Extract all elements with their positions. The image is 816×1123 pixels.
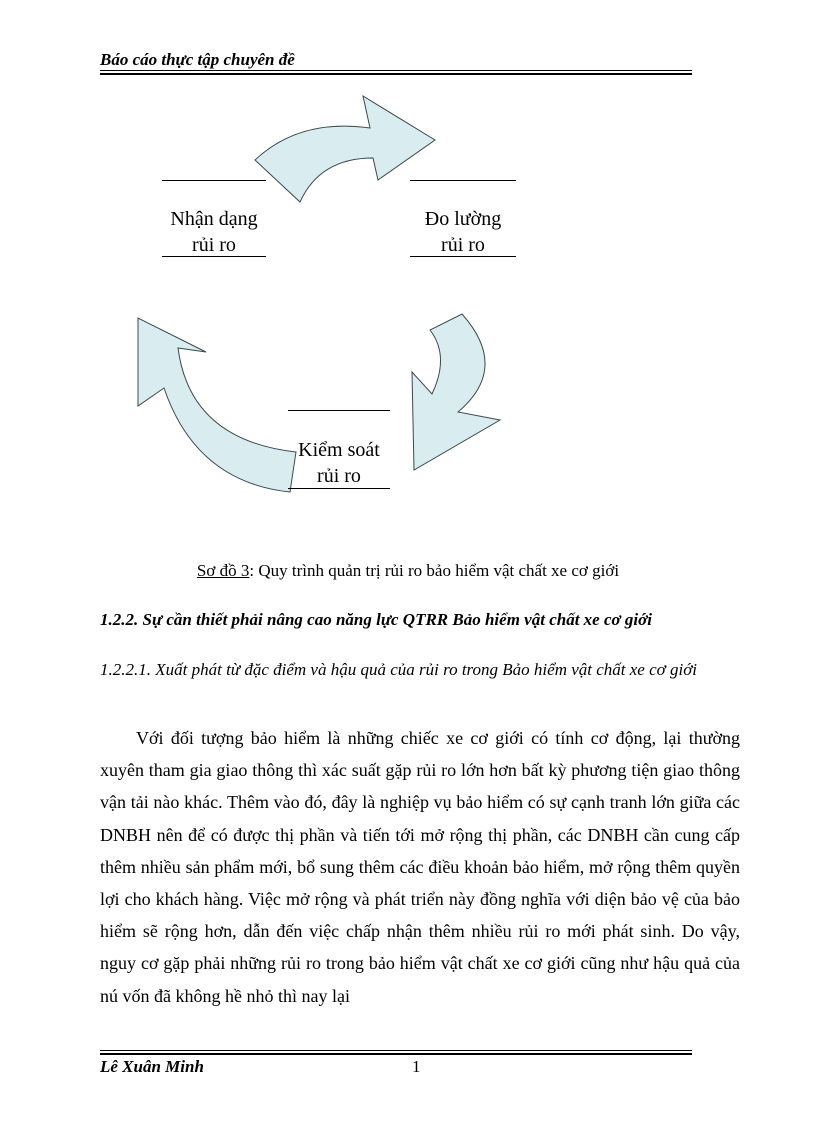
footer-author: Lê Xuân Minh — [100, 1057, 204, 1076]
node-control-top-line — [288, 410, 390, 411]
node-identify-top-line — [162, 180, 266, 181]
node-identify-line1: Nhận dạng — [170, 208, 258, 230]
arrow-identify-to-measure — [255, 96, 435, 202]
subsection-heading: 1.2.2.1. Xuất phát từ đặc điểm và hậu quả của rủi ro trong Bảo hiểm vật chất xe cơ giới — [100, 660, 697, 679]
caption-label: Sơ đồ 3 — [196, 561, 250, 580]
body-paragraph: Với đối tượng bảo hiểm là những chiếc xe cơ giới có tính cơ động, lại thường xuyên tham gia giao thông thì xác suất gặp rủi ro lớn hơn bất kỳ phương tiện giao thông vận tải nào khác. Thêm vào đó, đây là nghiệp vụ bảo hiểm có sự cạnh tranh lớn giữa các DNBH nên để có được thị phần và tiến tới mở rộng thị phần, các DNBH cần cung cấp thêm nhiều sản phẩm mới, bổ sung thêm các điều khoản bảo hiểm, mở rộng thêm quyền lợi cho khách hàng. Việc mở rộng và phát triển này đồng nghĩa với diện bảo vệ của bảo hiểm sẽ rộng hơn, dẫn đến việc chấp nhận thêm nhiều rủi ro mới phát sinh. Do vậy, nguy cơ gặp phải những rủi ro trong bảo hiểm vật chất xe cơ giới cũng như hậu quả của nú vốn đã không hề nhỏ thì nay lại — [100, 728, 740, 1006]
arrow-control-to-identify — [138, 318, 296, 492]
caption-text: : Quy trình quản trị rủi ro bảo hiểm vật chất xe cơ giới — [249, 561, 620, 580]
arrow-measure-to-control — [412, 314, 500, 470]
footer-rule-thick — [100, 1053, 692, 1055]
node-control-bottom-line — [288, 488, 390, 489]
diagram-caption — [0, 561, 816, 581]
node-identify-bottom-line — [162, 256, 266, 257]
node-identify-line2: rủi ro — [192, 234, 236, 256]
node-measure-line2: rủi ro — [441, 234, 485, 256]
section-heading: 1.2.2. Sự cần thiết phải nâng cao năng lực QTRR Bảo hiểm vật chất xe cơ giới — [100, 610, 652, 629]
header-title: Báo cáo thực tập chuyên đề — [100, 50, 295, 69]
node-measure — [398, 206, 528, 258]
cycle-arrows — [0, 0, 816, 540]
page-number: 1 — [412, 1057, 421, 1076]
footer-rule-thin — [100, 1050, 692, 1051]
node-measure-line1: Đo lường — [424, 208, 502, 230]
risk-management-cycle-diagram — [0, 0, 816, 540]
node-measure-top-line — [410, 180, 516, 181]
node-identify — [150, 206, 278, 258]
node-control — [274, 437, 404, 489]
node-control-line2: rủi ro — [317, 465, 361, 487]
node-control-line1: Kiểm soát — [298, 439, 380, 461]
node-measure-bottom-line — [410, 256, 516, 257]
